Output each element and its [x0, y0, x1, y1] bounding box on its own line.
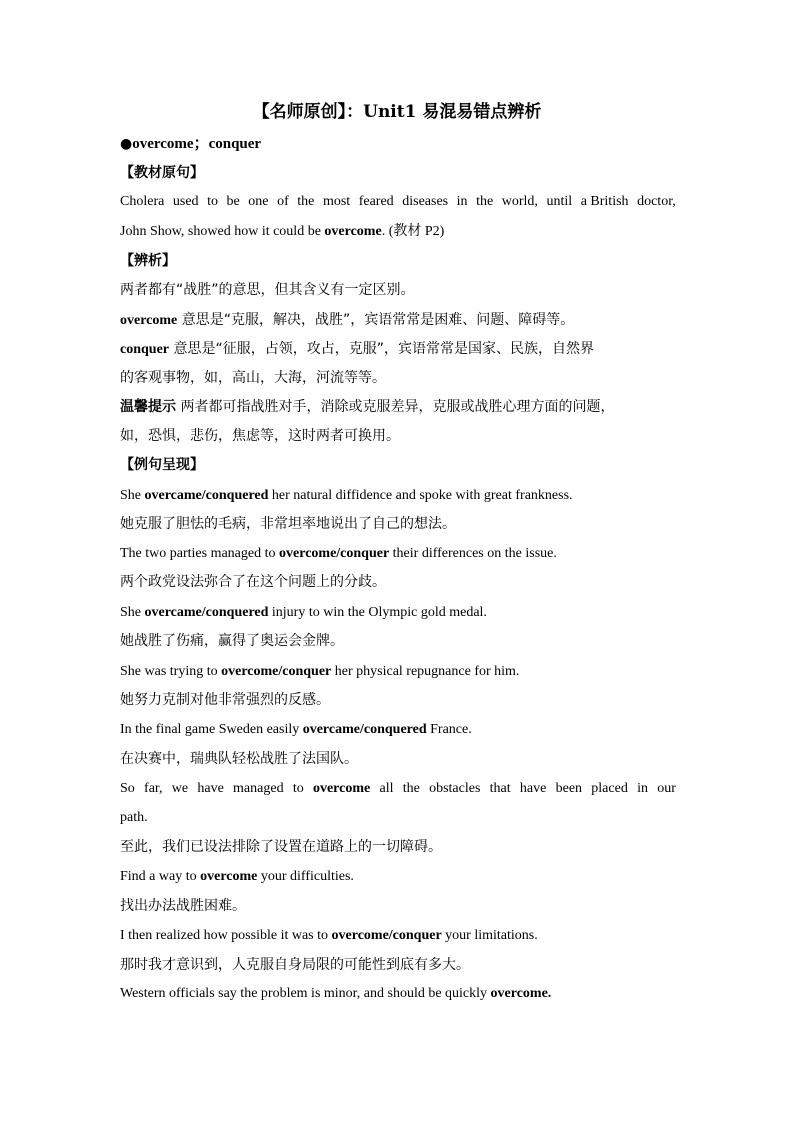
word: one	[248, 194, 269, 209]
bullet-icon: ●	[120, 136, 133, 152]
example-en: She overcame/conquered her natural diffidence and spoke with great frankness.	[120, 488, 573, 503]
example-cn: 至此，我们已设法排除了设置在道路上的一切障碍。	[120, 839, 442, 855]
word: to	[207, 194, 218, 209]
page-title: 【名师原创】：Unit1 易混易错点辨析	[252, 102, 542, 122]
example-cn: 她战胜了伤痛，赢得了奥运会金牌。	[120, 633, 344, 649]
analysis-tip: 温馨提示 两者都可指战胜对手，消除或克服差异，克服或战胜心理方面的问题，	[120, 399, 615, 415]
word: our	[657, 781, 676, 796]
word: used	[172, 194, 199, 209]
textbook-keyword: overcome	[324, 224, 382, 239]
example-en: Find a way to overcome your difficulties.	[120, 869, 354, 884]
word: the	[402, 781, 420, 796]
section-textbook-heading: 【教材原句】	[120, 165, 204, 181]
word: been	[555, 781, 583, 796]
word: have	[519, 781, 547, 796]
word: world,	[501, 194, 538, 209]
section-analysis-heading: 【辨析】	[120, 253, 176, 269]
word: to	[292, 781, 304, 796]
word: far,	[144, 781, 163, 796]
example-en: I then realized how possible it was to overcome/conquer your limitations.	[120, 928, 538, 943]
word: placed	[591, 781, 628, 796]
word: a British	[580, 194, 629, 209]
word: diseases	[402, 194, 449, 209]
example-cn: 两个政党设法弥合了在这个问题上的分歧。	[120, 574, 386, 590]
analysis-conquer-cont: 的客观事物，如，高山，大海，河流等等。	[120, 370, 386, 386]
word: Cholera	[120, 194, 165, 209]
textbook-sentence-line1	[120, 192, 676, 212]
tip-label: 温馨提示	[120, 399, 176, 415]
word: that	[489, 781, 511, 796]
conquer-term: conquer	[120, 342, 169, 357]
word: managed	[233, 781, 284, 796]
topic-heading	[120, 134, 676, 154]
word: of	[277, 194, 289, 209]
overcome-term: overcome	[120, 313, 178, 328]
textbook-sentence-line2: John Show, showed how it could be overcome. (教材 P2)	[120, 224, 445, 239]
analysis-overcome: overcome 意思是“克服，解决，战胜”，宾语常常是困难、问题、障碍等。	[120, 312, 575, 328]
example-cn: 找出办法战胜困难。	[120, 898, 246, 914]
example-en: The two parties managed to overcome/conquer their differences on the issue.	[120, 546, 557, 561]
example-en: She overcame/conquered injury to win the Olympic gold medal.	[120, 605, 487, 620]
example-en: She was trying to overcome/conquer her physical repugnance for him.	[120, 664, 520, 679]
example-en-line1	[120, 779, 676, 799]
word: feared	[358, 194, 394, 209]
example-cn: 那时我才意识到，人克服自身局限的可能性到底有多大。	[120, 957, 470, 973]
section-examples-heading: 【例句呈现】	[120, 457, 204, 473]
word: most	[322, 194, 351, 209]
topic-words: overcome；conquer	[132, 136, 262, 152]
word: until	[546, 194, 573, 209]
word: the	[476, 194, 494, 209]
word: be	[226, 194, 240, 209]
word: in	[456, 194, 468, 209]
word: So	[120, 781, 135, 796]
word: overcome	[312, 781, 371, 796]
analysis-tip-cont: 如，恐惧，悲伤，焦虑等，这时两者可换用。	[120, 428, 400, 444]
word: have	[197, 781, 224, 796]
example-cn: 在决赛中，瑞典队轻松战胜了法国队。	[120, 751, 358, 767]
word: doctor,	[637, 194, 676, 209]
word: all	[379, 781, 394, 796]
example-cn: 她克服了胆怯的毛病，非常坦率地说出了自己的想法。	[120, 516, 456, 532]
word: the	[297, 194, 315, 209]
example-en: Western officials say the problem is minor, and should be quickly overcome.	[120, 986, 552, 1001]
word: obstacles	[429, 781, 481, 796]
word: in	[637, 781, 648, 796]
example-cn: 她努力克制对他非常强烈的反感。	[120, 692, 330, 708]
analysis-conquer: conquer 意思是“征服，占领，攻占，克服”，宾语常常是国家、民族，自然界	[120, 341, 594, 357]
example-en-line2: path.	[120, 810, 148, 825]
example-en: In the final game Sweden easily overcame/conquered France.	[120, 722, 472, 737]
analysis-intro: 两者都有“战胜”的意思，但其含义有一定区别。	[120, 282, 415, 298]
word: we	[171, 781, 189, 796]
